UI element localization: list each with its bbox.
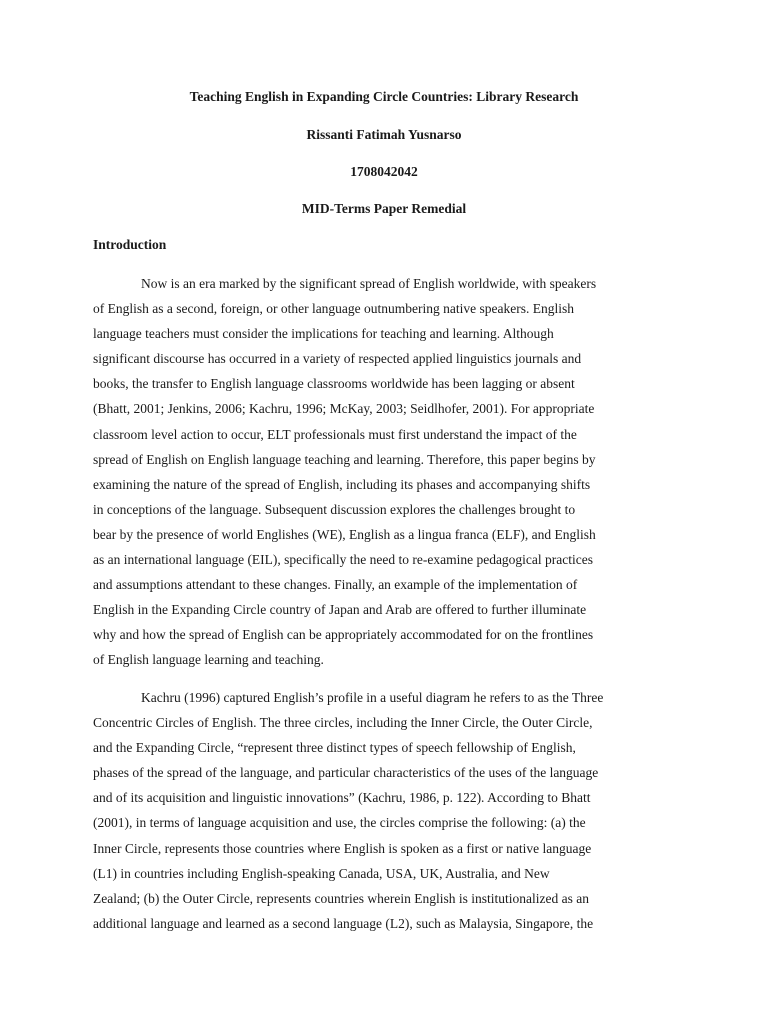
paragraph-line: significant discourse has occurred in a variety of respected applied linguistics journals and	[93, 351, 582, 367]
paragraph-line: classroom level action to occur, ELT professionals must first understand the impact of the	[93, 426, 577, 442]
paragraph-line: and of its acquisition and linguistic innovations” (Kachru, 1986, p. 122). According to Bhatt	[93, 790, 591, 806]
paragraph-line: English in the Expanding Circle country of Japan and Arab are offered to further illuminate	[93, 602, 587, 618]
paper-type: MID-Terms Paper Remedial	[301, 201, 467, 216]
paragraph-line: Zealand; (b) the Outer Circle, represents countries wherein English is institutionalized as an	[93, 890, 589, 906]
paragraph-line: of English as a second, foreign, or other language outnumbering native speakers. English	[93, 301, 574, 317]
paragraph-line: Inner Circle, represents those countries where English is spoken as a first or native language	[93, 840, 592, 856]
paragraph-line: and the Expanding Circle, “represent three distinct types of speech fellowship of English,	[93, 740, 576, 756]
paragraph-line: bear by the presence of world Englishes (WE), English as a lingua franca (ELF), and English	[93, 526, 596, 542]
paragraph-line: (Bhatt, 2001; Jenkins, 2006; Kachru, 1996; McKay, 2003; Seidlhofer, 2001). For appropriate	[93, 401, 595, 417]
student-id: 1708042042	[350, 164, 418, 179]
paragraph-line: books, the transfer to English language classrooms worldwide has been lagging or absent	[93, 376, 575, 392]
paragraph-line: (L1) in countries including English-speaking Canada, USA, UK, Australia, and New	[93, 865, 550, 881]
paragraph-line: additional language and learned as a second language (L2), such as Malaysia, Singapore, the	[93, 915, 594, 931]
paragraph-line: Concentric Circles of English. The three circles, including the Inner Circle, the Outer Circle,	[93, 715, 593, 731]
paragraph-line: Now is an era marked by the significant spread of English worldwide, with speakers	[141, 276, 597, 291]
author-name: Rissanti Fatimah Yusnarso	[306, 127, 462, 142]
section-heading-introduction: Introduction	[93, 237, 167, 252]
paper-title: Teaching English in Expanding Circle Countries: Library Research	[189, 89, 579, 104]
paragraph-line: of English language learning and teaching.	[93, 652, 324, 668]
paragraph-line: (2001), in terms of language acquisition and use, the circles comprise the following: (a) the	[93, 815, 586, 831]
paragraph-line: in conceptions of the language. Subsequent discussion explores the challenges brought to	[93, 501, 576, 517]
paragraph-line: examining the nature of the spread of English, including its phases and accompanying shifts	[93, 476, 591, 492]
paragraph-line: spread of English on English language teaching and learning. Therefore, this paper begins by	[93, 451, 596, 467]
paragraph-line: language teachers must consider the implications for teaching and learning. Although	[93, 326, 554, 342]
paragraph-line: phases of the spread of the language, and particular characteristics of the uses of the language	[93, 765, 599, 781]
paragraph-1	[93, 271, 668, 673]
paragraph-line: why and how the spread of English can be appropriately accommodated for on the frontlines	[93, 627, 594, 643]
paragraph-line: as an international language (EIL), specifically the need to re-examine pedagogical practices	[93, 552, 594, 568]
paragraph-line: Kachru (1996) captured English’s profile in a useful diagram he refers to as the Three	[141, 690, 604, 705]
paragraph-line: and assumptions attendant to these changes. Finally, an example of the implementation of	[93, 577, 578, 593]
paragraph-2	[93, 685, 668, 936]
